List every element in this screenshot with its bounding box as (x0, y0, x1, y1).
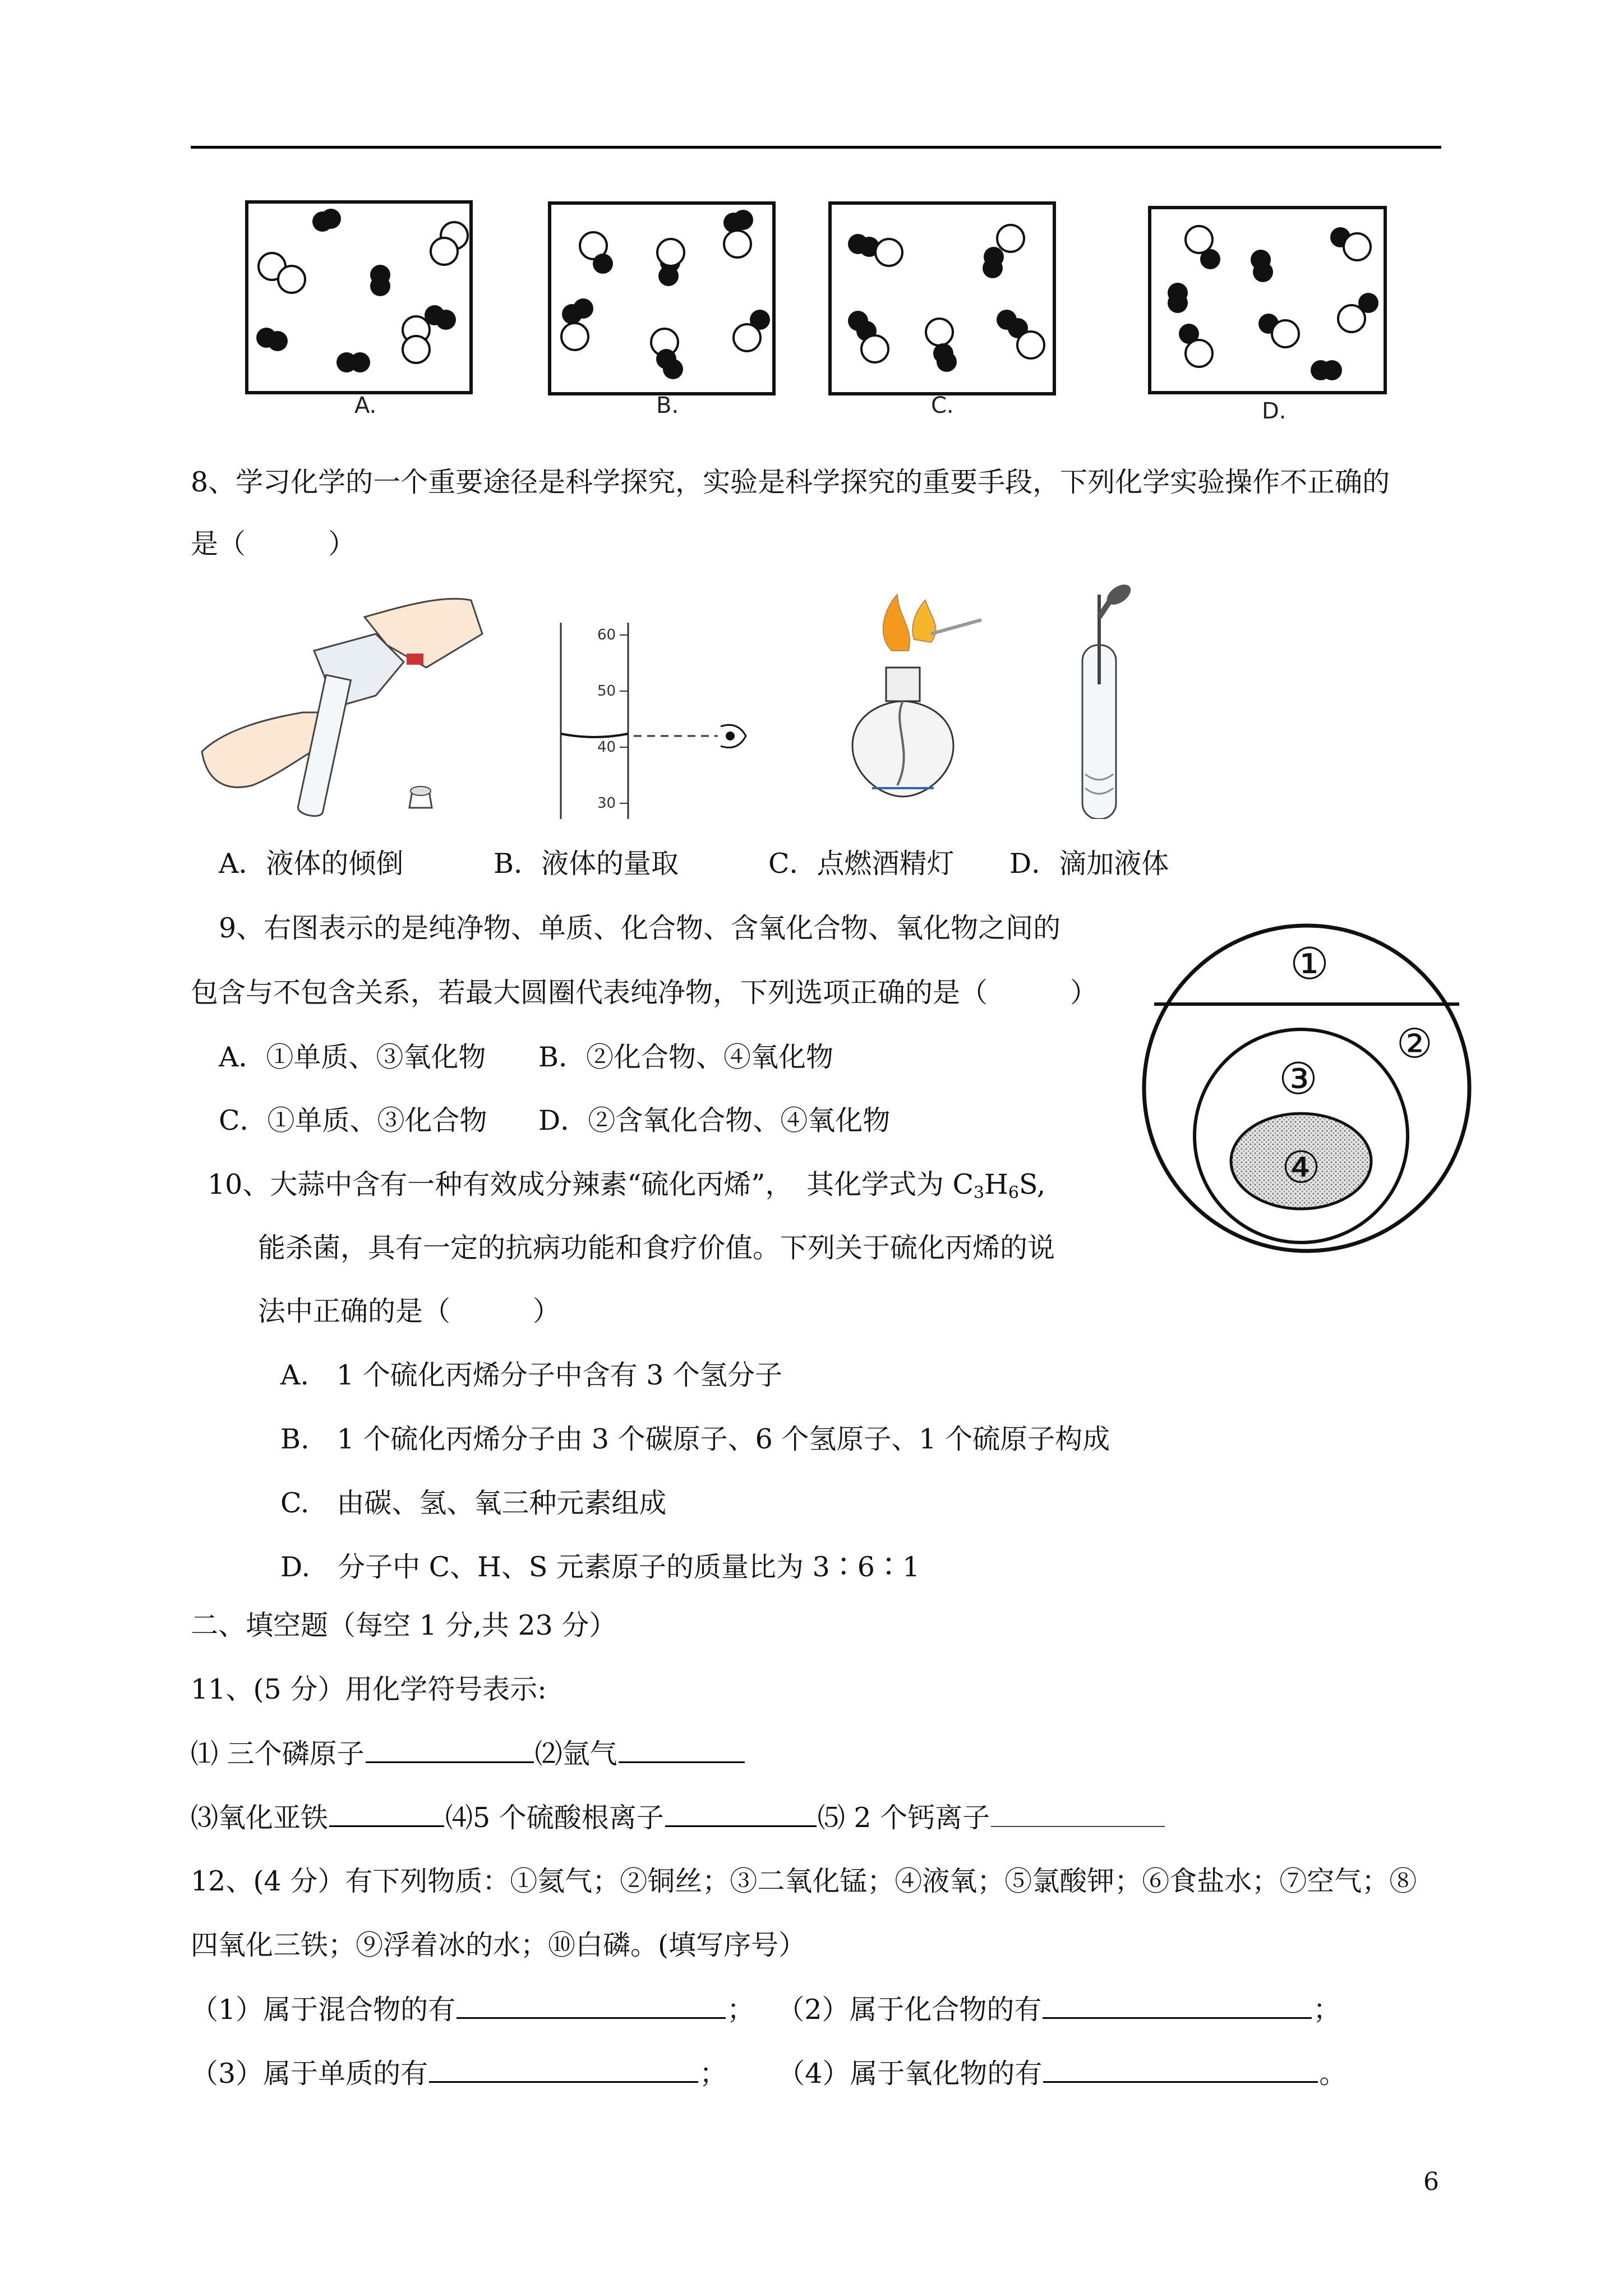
particle-box-c (830, 203, 1054, 394)
particle-box-b (550, 203, 774, 394)
box-label-a: A. (354, 393, 377, 418)
q11-row2 (191, 1801, 1166, 1835)
q11-item3-label: ⑶氧化亚铁 (191, 1802, 329, 1834)
cylinder-tick-30: 30 (597, 795, 616, 812)
q8-stem-line1: 8、学习化学的一个重要途径是科学探究，实验是科学探究的重要手段，下列化学实验操作不正确的 (191, 466, 1390, 498)
q12-line2: 四氧化三铁；⑨浮着冰的水；⑩白磷。(填写序号） (191, 1929, 806, 1961)
q10-line1: 10、大蒜中含有一种有效成分辣素“硫化丙烯”， 其化学式为 $C_3H_6S$, (208, 1168, 1046, 1203)
experiment-illustrations (191, 583, 1256, 819)
q9-option-a: A．①单质、③氧化物 (219, 1041, 486, 1073)
box-label-b: B. (656, 393, 679, 418)
q9-line1: 9、右图表示的是纯净物、单质、化合物、含氧化合物、氧化物之间的 (219, 912, 1061, 944)
particle-box-d (1150, 208, 1385, 393)
diagram-label-2: ② (1396, 1020, 1433, 1067)
header-rule (191, 146, 1441, 149)
box-label-c: C. (931, 393, 954, 418)
q12-p2-label: （2）属于化合物的有 (777, 1994, 1042, 2026)
q8-option-a: A．液体的倾倒 (219, 848, 404, 880)
alcohol-lamp-figure (852, 595, 981, 797)
q9-line2: 包含与不包含关系，若最大圆圈代表纯净物，下列选项正确的是（ ） (191, 977, 1098, 1009)
q12-line1: 12、(4 分）有下列物质：①氦气；②铜丝；③二氧化锰；④液氧；⑤氯酸钾；⑥食盐水；⑦空气；⑧ (191, 1865, 1417, 1897)
q10-option-d: D. 分子中 C、H、S 元素原子的质量比为 3∶6∶1 (280, 1551, 920, 1583)
diagram-label-4: ④ (1281, 1143, 1321, 1193)
q11-item1-blank[interactable] (366, 1737, 534, 1763)
q10-option-b: B. 1 个硫化丙烯分子由 3 个碳原子、6 个氢原子、1 个硫原子构成 (280, 1423, 1110, 1455)
q11-item4-label: ⑷5 个硫酸根离子 (445, 1802, 664, 1834)
q10-line3: 法中正确的是（ ） (258, 1295, 561, 1327)
q8-option-d: D．滴加液体 (1009, 848, 1169, 880)
q11-item1-label: ⑴ 三个磷原子 (191, 1738, 365, 1770)
q8-stem-line2: 是（ ） (191, 528, 356, 560)
q12-p1-blank[interactable] (457, 1993, 726, 2019)
q10-option-c: C. 由碳、氢、氧三种元素组成 (280, 1487, 667, 1519)
q10-option-a: A. 1 个硫化丙烯分子中含有 3 个氢分子 (280, 1359, 783, 1391)
cylinder-tick-50: 50 (597, 683, 616, 700)
q11-row1 (191, 1737, 746, 1771)
q11-item4-blank[interactable] (665, 1801, 817, 1827)
q8-option-b: B．液体的量取 (494, 848, 679, 880)
diagram-label-1: ① (1290, 939, 1329, 990)
q8-option-c: C．点燃酒精灯 (768, 848, 955, 880)
q12-p3-blank[interactable] (429, 2056, 698, 2083)
cylinder-tick-60: 60 (597, 627, 616, 643)
q12-p1-label: （1）属于混合物的有 (191, 1994, 456, 2026)
q11-item5-blank[interactable] (991, 1801, 1165, 1827)
cylinder-tick-40: 40 (597, 739, 616, 756)
q10-line2: 能杀菌，具有一定的抗病功能和食疗价值。下列关于硫化丙烯的说 (258, 1232, 1055, 1264)
q12-row1: （1）属于混合物的有 ； （2）属于化合物的有 ； (191, 1994, 1341, 2026)
q12-row2: （3）属于单质的有 ； （4）属于氧化物的有 。 (191, 2058, 1347, 2090)
diagram-label-3: ③ (1279, 1054, 1318, 1105)
q12-p4-label: （4）属于氧化物的有 (777, 2058, 1043, 2090)
set-relationship-diagram (1133, 914, 1481, 1262)
box-label-d: D. (1262, 398, 1287, 424)
q11-item3-blank[interactable] (329, 1801, 444, 1827)
particle-model-figure (236, 191, 1419, 426)
q12-p2-blank[interactable] (1043, 1993, 1312, 2019)
section2-heading: 二、填空题（每空 1 分,共 23 分） (191, 1609, 617, 1641)
page-number: 6 (1423, 2168, 1439, 2196)
q9-option-d: D．②含氧化合物、④氧化物 (538, 1105, 891, 1137)
q9-option-c: C．①单质、③化合物 (219, 1105, 487, 1137)
dropper-test-tube-figure (1082, 583, 1135, 819)
pouring-liquid-figure (202, 599, 482, 818)
q11-item2-label: ⑵氩气 (534, 1738, 617, 1770)
graduated-cylinder-figure (561, 623, 746, 819)
q12-p4-blank[interactable] (1043, 2056, 1318, 2083)
particle-box-a (247, 202, 471, 393)
q11-stem: 11、(5 分）用化学符号表示: (191, 1673, 547, 1705)
q9-option-b: B．②化合物、④氧化物 (538, 1041, 834, 1073)
q12-p3-label: （3）属于单质的有 (191, 2058, 428, 2090)
q11-item2-blank[interactable] (619, 1737, 745, 1763)
q11-item5-label: ⑸ 2 个钙离子 (817, 1802, 990, 1834)
